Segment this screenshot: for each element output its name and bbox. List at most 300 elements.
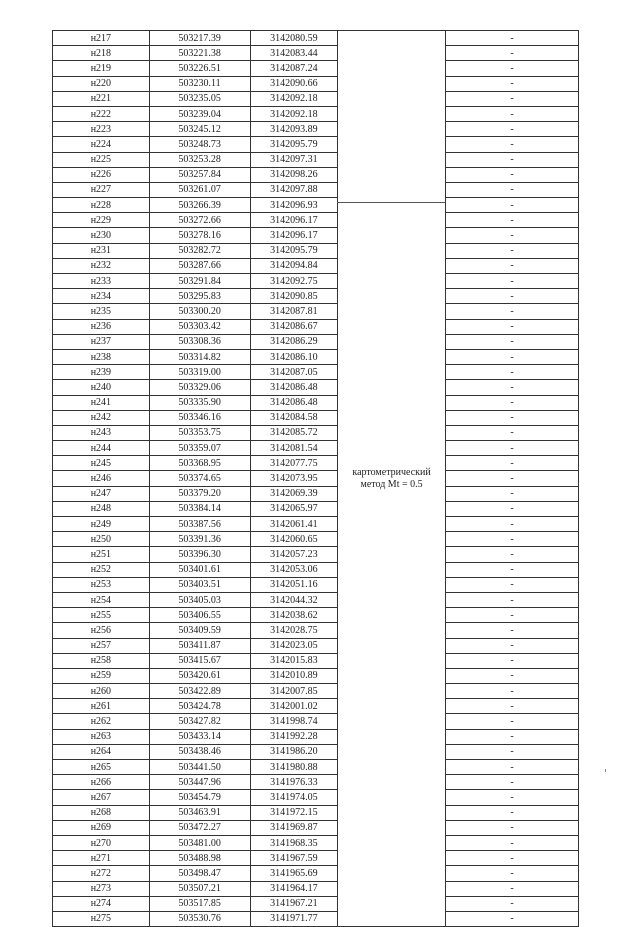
x-coordinate-cell: 503239.04 [149, 106, 250, 121]
y-coordinate-cell: 3141964.17 [250, 881, 338, 896]
table-row [53, 896, 579, 911]
point-id-cell: н268 [53, 805, 150, 820]
y-coordinate-cell: 3141986.20 [250, 744, 338, 759]
table-row [53, 289, 579, 304]
dash-cell: - [445, 304, 578, 319]
x-coordinate-cell: 503329.06 [149, 380, 250, 395]
y-coordinate-cell: 3141972.15 [250, 805, 338, 820]
y-coordinate-cell: 3142086.67 [250, 319, 338, 334]
point-id-cell: н219 [53, 61, 150, 76]
x-coordinate-cell: 503379.20 [149, 486, 250, 501]
y-coordinate-cell: 3141969.87 [250, 820, 338, 835]
x-coordinate-cell: 503319.00 [149, 365, 250, 380]
y-coordinate-cell: 3142086.48 [250, 395, 338, 410]
table-row [53, 699, 579, 714]
point-id-cell: н270 [53, 835, 150, 850]
point-id-cell: н218 [53, 46, 150, 61]
point-id-cell: н239 [53, 365, 150, 380]
dash-cell: - [445, 638, 578, 653]
point-id-cell: н227 [53, 182, 150, 197]
dash-cell: - [445, 866, 578, 881]
table-row [53, 395, 579, 410]
point-id-cell: н266 [53, 775, 150, 790]
y-coordinate-cell: 3142073.95 [250, 471, 338, 486]
x-coordinate-cell: 503488.98 [149, 851, 250, 866]
dash-cell: - [445, 592, 578, 607]
table-row [53, 851, 579, 866]
y-coordinate-cell: 3142007.85 [250, 684, 338, 699]
y-coordinate-cell: 3142060.65 [250, 532, 338, 547]
dash-cell: - [445, 213, 578, 228]
y-coordinate-cell: 3142084.58 [250, 410, 338, 425]
divider-line [337, 202, 445, 203]
x-coordinate-cell: 503438.46 [149, 744, 250, 759]
y-coordinate-cell: 3141967.21 [250, 896, 338, 911]
point-id-cell: н223 [53, 122, 150, 137]
y-coordinate-cell: 3142096.93 [250, 198, 338, 213]
dash-cell: - [445, 684, 578, 699]
x-coordinate-cell: 503384.14 [149, 501, 250, 516]
dash-cell: - [445, 441, 578, 456]
point-id-cell: н232 [53, 258, 150, 273]
y-coordinate-cell: 3142092.18 [250, 91, 338, 106]
x-coordinate-cell: 503406.55 [149, 608, 250, 623]
x-coordinate-cell: 503278.16 [149, 228, 250, 243]
dash-cell: - [445, 760, 578, 775]
x-coordinate-cell: 503303.42 [149, 319, 250, 334]
table-row [53, 349, 579, 364]
table-row [53, 547, 579, 562]
y-coordinate-cell: 3142097.88 [250, 182, 338, 197]
dash-cell: - [445, 274, 578, 289]
table-row [53, 167, 579, 182]
point-id-cell: н262 [53, 714, 150, 729]
dash-cell: - [445, 137, 578, 152]
table-row [53, 31, 579, 46]
point-id-cell: н248 [53, 501, 150, 516]
table-row [53, 835, 579, 850]
dash-cell: - [445, 775, 578, 790]
y-coordinate-cell: 3142096.17 [250, 228, 338, 243]
y-coordinate-cell: 3142094.84 [250, 258, 338, 273]
point-id-cell: н235 [53, 304, 150, 319]
dash-cell: - [445, 471, 578, 486]
dash-cell: - [445, 532, 578, 547]
y-coordinate-cell: 3142098.26 [250, 167, 338, 182]
dash-cell: - [445, 547, 578, 562]
x-coordinate-cell: 503359.07 [149, 441, 250, 456]
x-coordinate-cell: 503257.84 [149, 167, 250, 182]
x-coordinate-cell: 503391.36 [149, 532, 250, 547]
point-id-cell: н222 [53, 106, 150, 121]
method-cell [338, 31, 446, 927]
table-row [53, 228, 579, 243]
dash-cell: - [445, 562, 578, 577]
point-id-cell: н250 [53, 532, 150, 547]
x-coordinate-cell: 503272.66 [149, 213, 250, 228]
dash-cell: - [445, 608, 578, 623]
y-coordinate-cell: 3142083.44 [250, 46, 338, 61]
x-coordinate-cell: 503368.95 [149, 456, 250, 471]
table-row [53, 106, 579, 121]
table-row [53, 198, 579, 213]
y-coordinate-cell: 3142081.54 [250, 441, 338, 456]
table-row [53, 638, 579, 653]
point-id-cell: н267 [53, 790, 150, 805]
point-id-cell: н230 [53, 228, 150, 243]
x-coordinate-cell: 503433.14 [149, 729, 250, 744]
y-coordinate-cell: 3142096.17 [250, 213, 338, 228]
table-row [53, 61, 579, 76]
table-row [53, 213, 579, 228]
table-row [53, 684, 579, 699]
point-id-cell: н236 [53, 319, 150, 334]
dash-cell: - [445, 653, 578, 668]
dash-cell: - [445, 835, 578, 850]
x-coordinate-cell: 503401.61 [149, 562, 250, 577]
table-row [53, 152, 579, 167]
y-coordinate-cell: 3142010.89 [250, 668, 338, 683]
point-id-cell: н258 [53, 653, 150, 668]
y-coordinate-cell: 3142090.66 [250, 76, 338, 91]
point-id-cell: н243 [53, 425, 150, 440]
dash-cell: - [445, 31, 578, 46]
dash-cell: - [445, 410, 578, 425]
dash-cell: - [445, 668, 578, 683]
x-coordinate-cell: 503291.84 [149, 274, 250, 289]
x-coordinate-cell: 503387.56 [149, 517, 250, 532]
point-id-cell: н259 [53, 668, 150, 683]
x-coordinate-cell: 503420.61 [149, 668, 250, 683]
point-id-cell: н264 [53, 744, 150, 759]
table-row [53, 425, 579, 440]
point-id-cell: н240 [53, 380, 150, 395]
table-row [53, 486, 579, 501]
table-row [53, 258, 579, 273]
dash-cell: - [445, 699, 578, 714]
dash-cell: - [445, 744, 578, 759]
x-coordinate-cell: 503253.28 [149, 152, 250, 167]
point-id-cell: н238 [53, 349, 150, 364]
dash-cell: - [445, 425, 578, 440]
point-id-cell: н225 [53, 152, 150, 167]
y-coordinate-cell: 3142061.41 [250, 517, 338, 532]
dash-cell: - [445, 820, 578, 835]
dash-cell: - [445, 319, 578, 334]
y-coordinate-cell: 3141974.05 [250, 790, 338, 805]
table-row [53, 182, 579, 197]
point-id-cell: н251 [53, 547, 150, 562]
dash-cell: - [445, 365, 578, 380]
dash-cell: - [445, 790, 578, 805]
x-coordinate-cell: 503295.83 [149, 289, 250, 304]
x-coordinate-cell: 503409.59 [149, 623, 250, 638]
y-coordinate-cell: 3142086.48 [250, 380, 338, 395]
point-id-cell: н271 [53, 851, 150, 866]
table-row [53, 501, 579, 516]
dash-cell: - [445, 881, 578, 896]
point-id-cell: н247 [53, 486, 150, 501]
x-coordinate-cell: 503507.21 [149, 881, 250, 896]
table-row [53, 137, 579, 152]
x-coordinate-cell: 503346.16 [149, 410, 250, 425]
dash-cell: - [445, 289, 578, 304]
table-row [53, 760, 579, 775]
point-id-cell: н269 [53, 820, 150, 835]
dash-cell: - [445, 486, 578, 501]
table-row [53, 790, 579, 805]
table-row [53, 304, 579, 319]
point-id-cell: н273 [53, 881, 150, 896]
point-id-cell: н263 [53, 729, 150, 744]
table-row [53, 744, 579, 759]
x-coordinate-cell: 503221.38 [149, 46, 250, 61]
table-row [53, 441, 579, 456]
x-coordinate-cell: 503282.72 [149, 243, 250, 258]
dash-cell: - [445, 501, 578, 516]
x-coordinate-cell: 503530.76 [149, 911, 250, 926]
table-row [53, 456, 579, 471]
y-coordinate-cell: 3141998.74 [250, 714, 338, 729]
point-id-cell: н221 [53, 91, 150, 106]
dash-cell: - [445, 911, 578, 926]
table-row [53, 820, 579, 835]
dash-cell: - [445, 517, 578, 532]
y-coordinate-cell: 3142086.10 [250, 349, 338, 364]
point-id-cell: н272 [53, 866, 150, 881]
point-id-cell: н249 [53, 517, 150, 532]
y-coordinate-cell: 3142087.24 [250, 61, 338, 76]
x-coordinate-cell: 503447.96 [149, 775, 250, 790]
y-coordinate-cell: 3142087.81 [250, 304, 338, 319]
point-id-cell: н261 [53, 699, 150, 714]
y-coordinate-cell: 3142090.85 [250, 289, 338, 304]
point-id-cell: н260 [53, 684, 150, 699]
x-coordinate-cell: 503424.78 [149, 699, 250, 714]
point-id-cell: н242 [53, 410, 150, 425]
x-coordinate-cell: 503374.65 [149, 471, 250, 486]
dash-cell: - [445, 334, 578, 349]
y-coordinate-cell: 3142095.79 [250, 243, 338, 258]
table-row [53, 866, 579, 881]
table-row [53, 532, 579, 547]
y-coordinate-cell: 3142028.75 [250, 623, 338, 638]
point-id-cell: н274 [53, 896, 150, 911]
dash-cell: - [445, 167, 578, 182]
point-id-cell: н257 [53, 638, 150, 653]
dash-cell: - [445, 851, 578, 866]
y-coordinate-cell: 3142087.05 [250, 365, 338, 380]
point-id-cell: н245 [53, 456, 150, 471]
y-coordinate-cell: 3142038.62 [250, 608, 338, 623]
table-row [53, 274, 579, 289]
point-id-cell: н255 [53, 608, 150, 623]
table-row [53, 243, 579, 258]
dash-cell: - [445, 61, 578, 76]
x-coordinate-cell: 503230.11 [149, 76, 250, 91]
x-coordinate-cell: 503235.05 [149, 91, 250, 106]
x-coordinate-cell: 503441.50 [149, 760, 250, 775]
table-row [53, 517, 579, 532]
dash-cell: - [445, 106, 578, 121]
point-id-cell: н265 [53, 760, 150, 775]
point-id-cell: н217 [53, 31, 150, 46]
table-row [53, 714, 579, 729]
point-id-cell: н234 [53, 289, 150, 304]
y-coordinate-cell: 3142080.59 [250, 31, 338, 46]
point-id-cell: н237 [53, 334, 150, 349]
coordinates-table [52, 30, 579, 927]
y-coordinate-cell: 3142053.06 [250, 562, 338, 577]
x-coordinate-cell: 503472.27 [149, 820, 250, 835]
table-row [53, 623, 579, 638]
x-coordinate-cell: 503415.67 [149, 653, 250, 668]
point-id-cell: н220 [53, 76, 150, 91]
point-id-cell: н275 [53, 911, 150, 926]
y-coordinate-cell: 3141980.88 [250, 760, 338, 775]
dash-cell: - [445, 380, 578, 395]
point-id-cell: н233 [53, 274, 150, 289]
x-coordinate-cell: 503248.73 [149, 137, 250, 152]
x-coordinate-cell: 503266.39 [149, 198, 250, 213]
point-id-cell: н241 [53, 395, 150, 410]
dash-cell: - [445, 228, 578, 243]
y-coordinate-cell: 3142092.18 [250, 106, 338, 121]
y-coordinate-cell: 3142077.75 [250, 456, 338, 471]
x-coordinate-cell: 503314.82 [149, 349, 250, 364]
dash-cell: - [445, 623, 578, 638]
y-coordinate-cell: 3141971.77 [250, 911, 338, 926]
x-coordinate-cell: 503353.75 [149, 425, 250, 440]
dash-cell: - [445, 729, 578, 744]
dash-cell: - [445, 258, 578, 273]
dash-cell: - [445, 395, 578, 410]
table-row [53, 805, 579, 820]
table-row [53, 46, 579, 61]
table-row [53, 380, 579, 395]
table-row [53, 410, 579, 425]
dash-cell: - [445, 456, 578, 471]
y-coordinate-cell: 3142023.05 [250, 638, 338, 653]
y-coordinate-cell: 3142015.83 [250, 653, 338, 668]
point-id-cell: н231 [53, 243, 150, 258]
x-coordinate-cell: 503454.79 [149, 790, 250, 805]
table-row [53, 76, 579, 91]
y-coordinate-cell: 3141992.28 [250, 729, 338, 744]
x-coordinate-cell: 503261.07 [149, 182, 250, 197]
table-row [53, 334, 579, 349]
dash-cell: - [445, 896, 578, 911]
point-id-cell: н253 [53, 577, 150, 592]
x-coordinate-cell: 503300.20 [149, 304, 250, 319]
x-coordinate-cell: 503287.66 [149, 258, 250, 273]
y-coordinate-cell: 3142051.16 [250, 577, 338, 592]
dash-cell: - [445, 91, 578, 106]
dash-cell: - [445, 243, 578, 258]
y-coordinate-cell: 3142097.31 [250, 152, 338, 167]
method-label: картометрический [352, 466, 431, 478]
table-row [53, 365, 579, 380]
y-coordinate-cell: 3141968.35 [250, 835, 338, 850]
dash-cell: - [445, 152, 578, 167]
table-row [53, 122, 579, 137]
table-row [53, 471, 579, 486]
table-row [53, 608, 579, 623]
y-coordinate-cell: 3142085.72 [250, 425, 338, 440]
dash-cell: - [445, 198, 578, 213]
table-row [53, 881, 579, 896]
x-coordinate-cell: 503427.82 [149, 714, 250, 729]
table-row [53, 592, 579, 607]
point-id-cell: н246 [53, 471, 150, 486]
dash-cell: - [445, 349, 578, 364]
y-coordinate-cell: 3142093.89 [250, 122, 338, 137]
point-id-cell: н226 [53, 167, 150, 182]
accuracy-label: метод Mt = 0.5 [360, 478, 423, 490]
table-row [53, 911, 579, 926]
x-coordinate-cell: 503405.03 [149, 592, 250, 607]
dash-cell: - [445, 714, 578, 729]
y-coordinate-cell: 3142095.79 [250, 137, 338, 152]
x-coordinate-cell: 503226.51 [149, 61, 250, 76]
point-id-cell: н228 [53, 198, 150, 213]
y-coordinate-cell: 3142057.23 [250, 547, 338, 562]
y-coordinate-cell: 3142092.75 [250, 274, 338, 289]
table-row [53, 668, 579, 683]
x-coordinate-cell: 503422.89 [149, 684, 250, 699]
table-body [53, 31, 579, 927]
x-coordinate-cell: 503403.51 [149, 577, 250, 592]
dash-cell: - [445, 46, 578, 61]
y-coordinate-cell: 3142086.29 [250, 334, 338, 349]
x-coordinate-cell: 503411.87 [149, 638, 250, 653]
point-id-cell: н256 [53, 623, 150, 638]
table-row [53, 319, 579, 334]
table-row [53, 653, 579, 668]
x-coordinate-cell: 503498.47 [149, 866, 250, 881]
dash-cell: - [445, 76, 578, 91]
x-coordinate-cell: 503517.85 [149, 896, 250, 911]
table-row [53, 91, 579, 106]
dash-cell: - [445, 577, 578, 592]
y-coordinate-cell: 3141976.33 [250, 775, 338, 790]
dash-cell: - [445, 805, 578, 820]
point-id-cell: н229 [53, 213, 150, 228]
point-id-cell: н224 [53, 137, 150, 152]
x-coordinate-cell: 503396.30 [149, 547, 250, 562]
table-row [53, 562, 579, 577]
point-id-cell: н252 [53, 562, 150, 577]
x-coordinate-cell: 503335.90 [149, 395, 250, 410]
dash-cell: - [445, 182, 578, 197]
x-coordinate-cell: 503245.12 [149, 122, 250, 137]
table-row [53, 775, 579, 790]
y-coordinate-cell: 3142044.32 [250, 592, 338, 607]
x-coordinate-cell: 503463.91 [149, 805, 250, 820]
dash-cell: - [445, 122, 578, 137]
table-row [53, 729, 579, 744]
y-coordinate-cell: 3141967.59 [250, 851, 338, 866]
table-row [53, 577, 579, 592]
point-id-cell: н254 [53, 592, 150, 607]
x-coordinate-cell: 503308.36 [149, 334, 250, 349]
y-coordinate-cell: 3142001.02 [250, 699, 338, 714]
y-coordinate-cell: 3142065.97 [250, 501, 338, 516]
x-coordinate-cell: 503217.39 [149, 31, 250, 46]
y-coordinate-cell: 3141965.69 [250, 866, 338, 881]
scan-mark [605, 769, 606, 772]
y-coordinate-cell: 3142069.39 [250, 486, 338, 501]
